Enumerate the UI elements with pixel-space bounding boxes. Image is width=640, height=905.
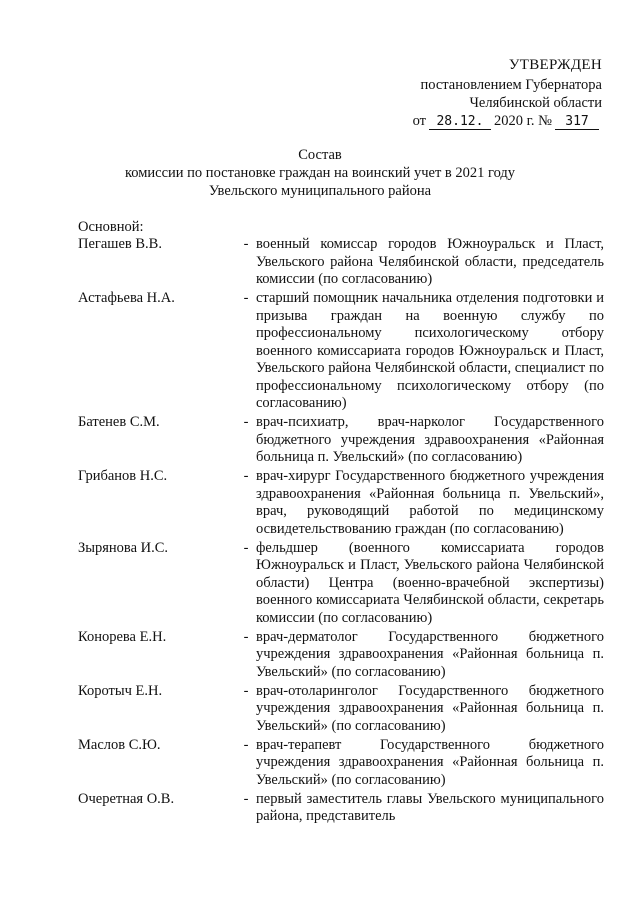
member-row (78, 414, 604, 467)
member-row (78, 791, 604, 826)
member-role: врач-отоларинголог Государственного бюджетного учреждения здравоохранения «Районная больница п. Увельский» (по согласованию) (256, 682, 604, 734)
member-row (78, 468, 604, 538)
document-title (40, 146, 600, 200)
member-dash: - (243, 539, 249, 556)
member-name: Зырянова И.С. (78, 539, 169, 556)
member-role: врач-хирург Государственного бюджетного учреждения здравоохранения «Районная больница п. Увельский», врач, руководящий работой по медицинскому освидетельствованию граждан (по согласованию) (256, 468, 604, 537)
member-role: старший помощник начальника отделения подготовки и призыва граждан на военную службу по профессиональному психологическому отбору военного комиссариата городов Южноуральск и Пласт, Увельского района Челябинской области, специалист по профессиональному психологическому отбору (по согласованию) (256, 290, 604, 411)
member-row (78, 737, 604, 790)
member-dash: - (243, 682, 249, 699)
member-dash: - (243, 468, 249, 484)
year-text: 2020 г. № (493, 113, 552, 129)
member-name: Маслов С.Ю. (78, 736, 161, 753)
member-dash: - (243, 290, 249, 306)
approval-heading: УТВЕРЖДЕН (508, 57, 602, 73)
member-row (78, 236, 604, 289)
approval-line-1: постановлением Губернатора (420, 77, 602, 93)
member-name: Конорева Е.Н. (78, 628, 167, 645)
member-row (78, 540, 604, 628)
member-role: первый заместитель главы Увельского муниципального района, представитель (256, 790, 604, 824)
date-value: 28.12. (429, 114, 491, 130)
member-role: фельдшер (военного комиссариата городов Южноуральск и Пласт, Увельского района Челябинской области) Центра (военно-врачебной экспертизы) военного комиссариата Челябинской области, секретарь комиссии (по согласованию) (256, 539, 604, 626)
title-line-3: Увельского муниципального района (208, 183, 432, 199)
member-row (78, 629, 604, 682)
member-name: Пегашев В.В. (78, 236, 162, 252)
member-role: врач-психиатр, врач-нарколог Государственного бюджетного учреждения здравоохранения «Районная больница п. Увельский» (по согласованию) (256, 414, 604, 465)
member-name: Батенев С.М. (78, 414, 160, 430)
section-label: Основной: (78, 219, 144, 235)
member-role: врач-терапевт Государственного бюджетного учреждения здравоохранения «Районная больница п. Увельский» (по согласованию) (256, 736, 604, 788)
member-dash: - (243, 790, 249, 807)
member-dash: - (243, 628, 249, 645)
title-line-1: Состав (298, 147, 342, 163)
member-dash: - (243, 414, 249, 430)
member-role: военный комиссар городов Южноуральск и Пласт, Увельского района Челябинской области, председатель комиссии (по согласованию) (256, 236, 604, 287)
member-row (78, 683, 604, 736)
approval-date-line (372, 112, 602, 130)
member-dash: - (243, 736, 249, 753)
member-row (78, 290, 604, 413)
approval-line-2: Челябинской области (469, 95, 602, 111)
title-line-2: комиссии по постановке граждан на воинский учет в 2021 году (124, 165, 516, 181)
member-name: Коротыч Е.Н. (78, 682, 163, 699)
document-number: 317 (555, 114, 599, 130)
member-name: Очеретная О.В. (78, 790, 175, 807)
approval-block (372, 56, 602, 130)
member-role: врач-дерматолог Государственного бюджетного учреждения здравоохранения «Районная больница п. Увельский» (по согласованию) (256, 628, 604, 680)
member-name: Астафьева Н.А. (78, 290, 175, 306)
member-dash: - (243, 236, 249, 252)
date-prefix: от (412, 113, 426, 129)
member-name: Грибанов Н.С. (78, 468, 168, 484)
member-list (78, 236, 604, 827)
